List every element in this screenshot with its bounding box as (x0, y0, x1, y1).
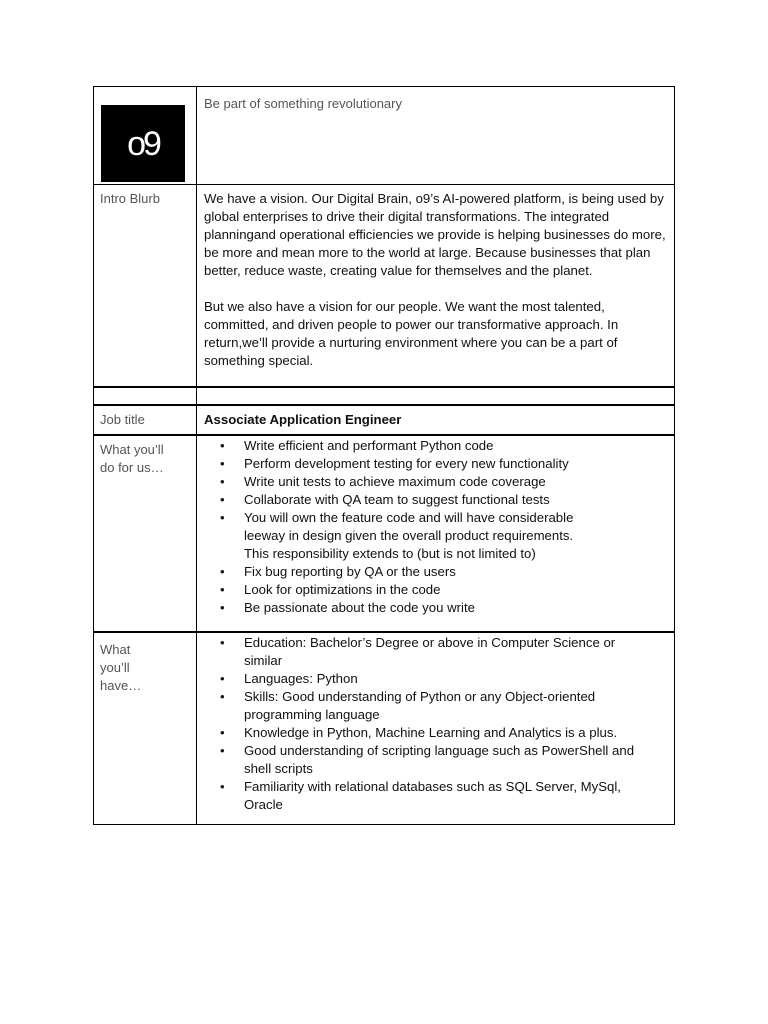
intro-content (197, 185, 674, 386)
intro-paragraph: But we also have a vision for our people. We want the most talented, committed, and driven people to power our transformative approach. In return,we’ll provide a nurturing environment where you can be a part of something special. (204, 299, 619, 368)
list-item: • Good understanding of scripting language such as PowerShell and shell scripts (204, 742, 667, 778)
list-item: • Knowledge in Python, Machine Learning and Analytics is a plus. (204, 724, 667, 742)
header-row (94, 87, 674, 184)
requirements-list (204, 634, 667, 814)
logo-cell (94, 87, 197, 184)
responsibilities-label: What you’ll do for us… (94, 436, 197, 631)
list-item: • Perform development testing for every new functionality (204, 455, 667, 473)
spacer-content (197, 388, 674, 404)
list-item: • Languages: Python (204, 670, 667, 688)
spacer-row (94, 386, 674, 404)
job-title: Associate Application Engineer (204, 412, 402, 427)
job-description-table (93, 86, 675, 825)
list-item: • Fix bug reporting by QA or the users (204, 563, 667, 581)
list-item: • Education: Bachelor’s Degree or above in Computer Science or similar (204, 634, 667, 670)
list-item: • You will own the feature code and will have considerable leeway in design given the overall product requirements. This responsibility extends to (but is not limited to) (204, 509, 667, 563)
spacer-label (94, 388, 197, 404)
intro-paragraph: We have a vision. Our Digital Brain, o9’s AI-powered platform, is being used by global enterprises to drive their digital transformations. The integrated planningand operational efficiencies we provide is helping businesses do more, be more and mean more to the world at large. Because businesses that plan better, reduce waste, creating value for themselves and the planet. (204, 191, 666, 278)
list-item: • Familiarity with relational databases such as SQL Server, MySql, Oracle (204, 778, 667, 814)
logo-text: o9 (127, 124, 159, 163)
intro-row (94, 184, 674, 386)
job-title-label: Job title (94, 406, 197, 434)
requirements-content (197, 633, 674, 824)
list-item: • Be passionate about the code you write (204, 599, 667, 617)
responsibilities-content (197, 436, 674, 631)
list-item: • Collaborate with QA team to suggest functional tests (204, 491, 667, 509)
requirements-label: What you’ll have… (94, 633, 197, 824)
list-item: • Skills: Good understanding of Python or any Object-oriented programming language (204, 688, 667, 724)
tagline: Be part of something revolutionary (204, 96, 402, 111)
intro-label: Intro Blurb (94, 185, 197, 386)
list-item: • Write unit tests to achieve maximum code coverage (204, 473, 667, 491)
company-logo (101, 105, 185, 182)
list-item: • Write efficient and performant Python code (204, 437, 667, 455)
list-item: • Look for optimizations in the code (204, 581, 667, 599)
job-title-row (94, 404, 674, 434)
responsibilities-list (204, 437, 667, 617)
responsibilities-row (94, 434, 674, 631)
requirements-row (94, 631, 674, 824)
